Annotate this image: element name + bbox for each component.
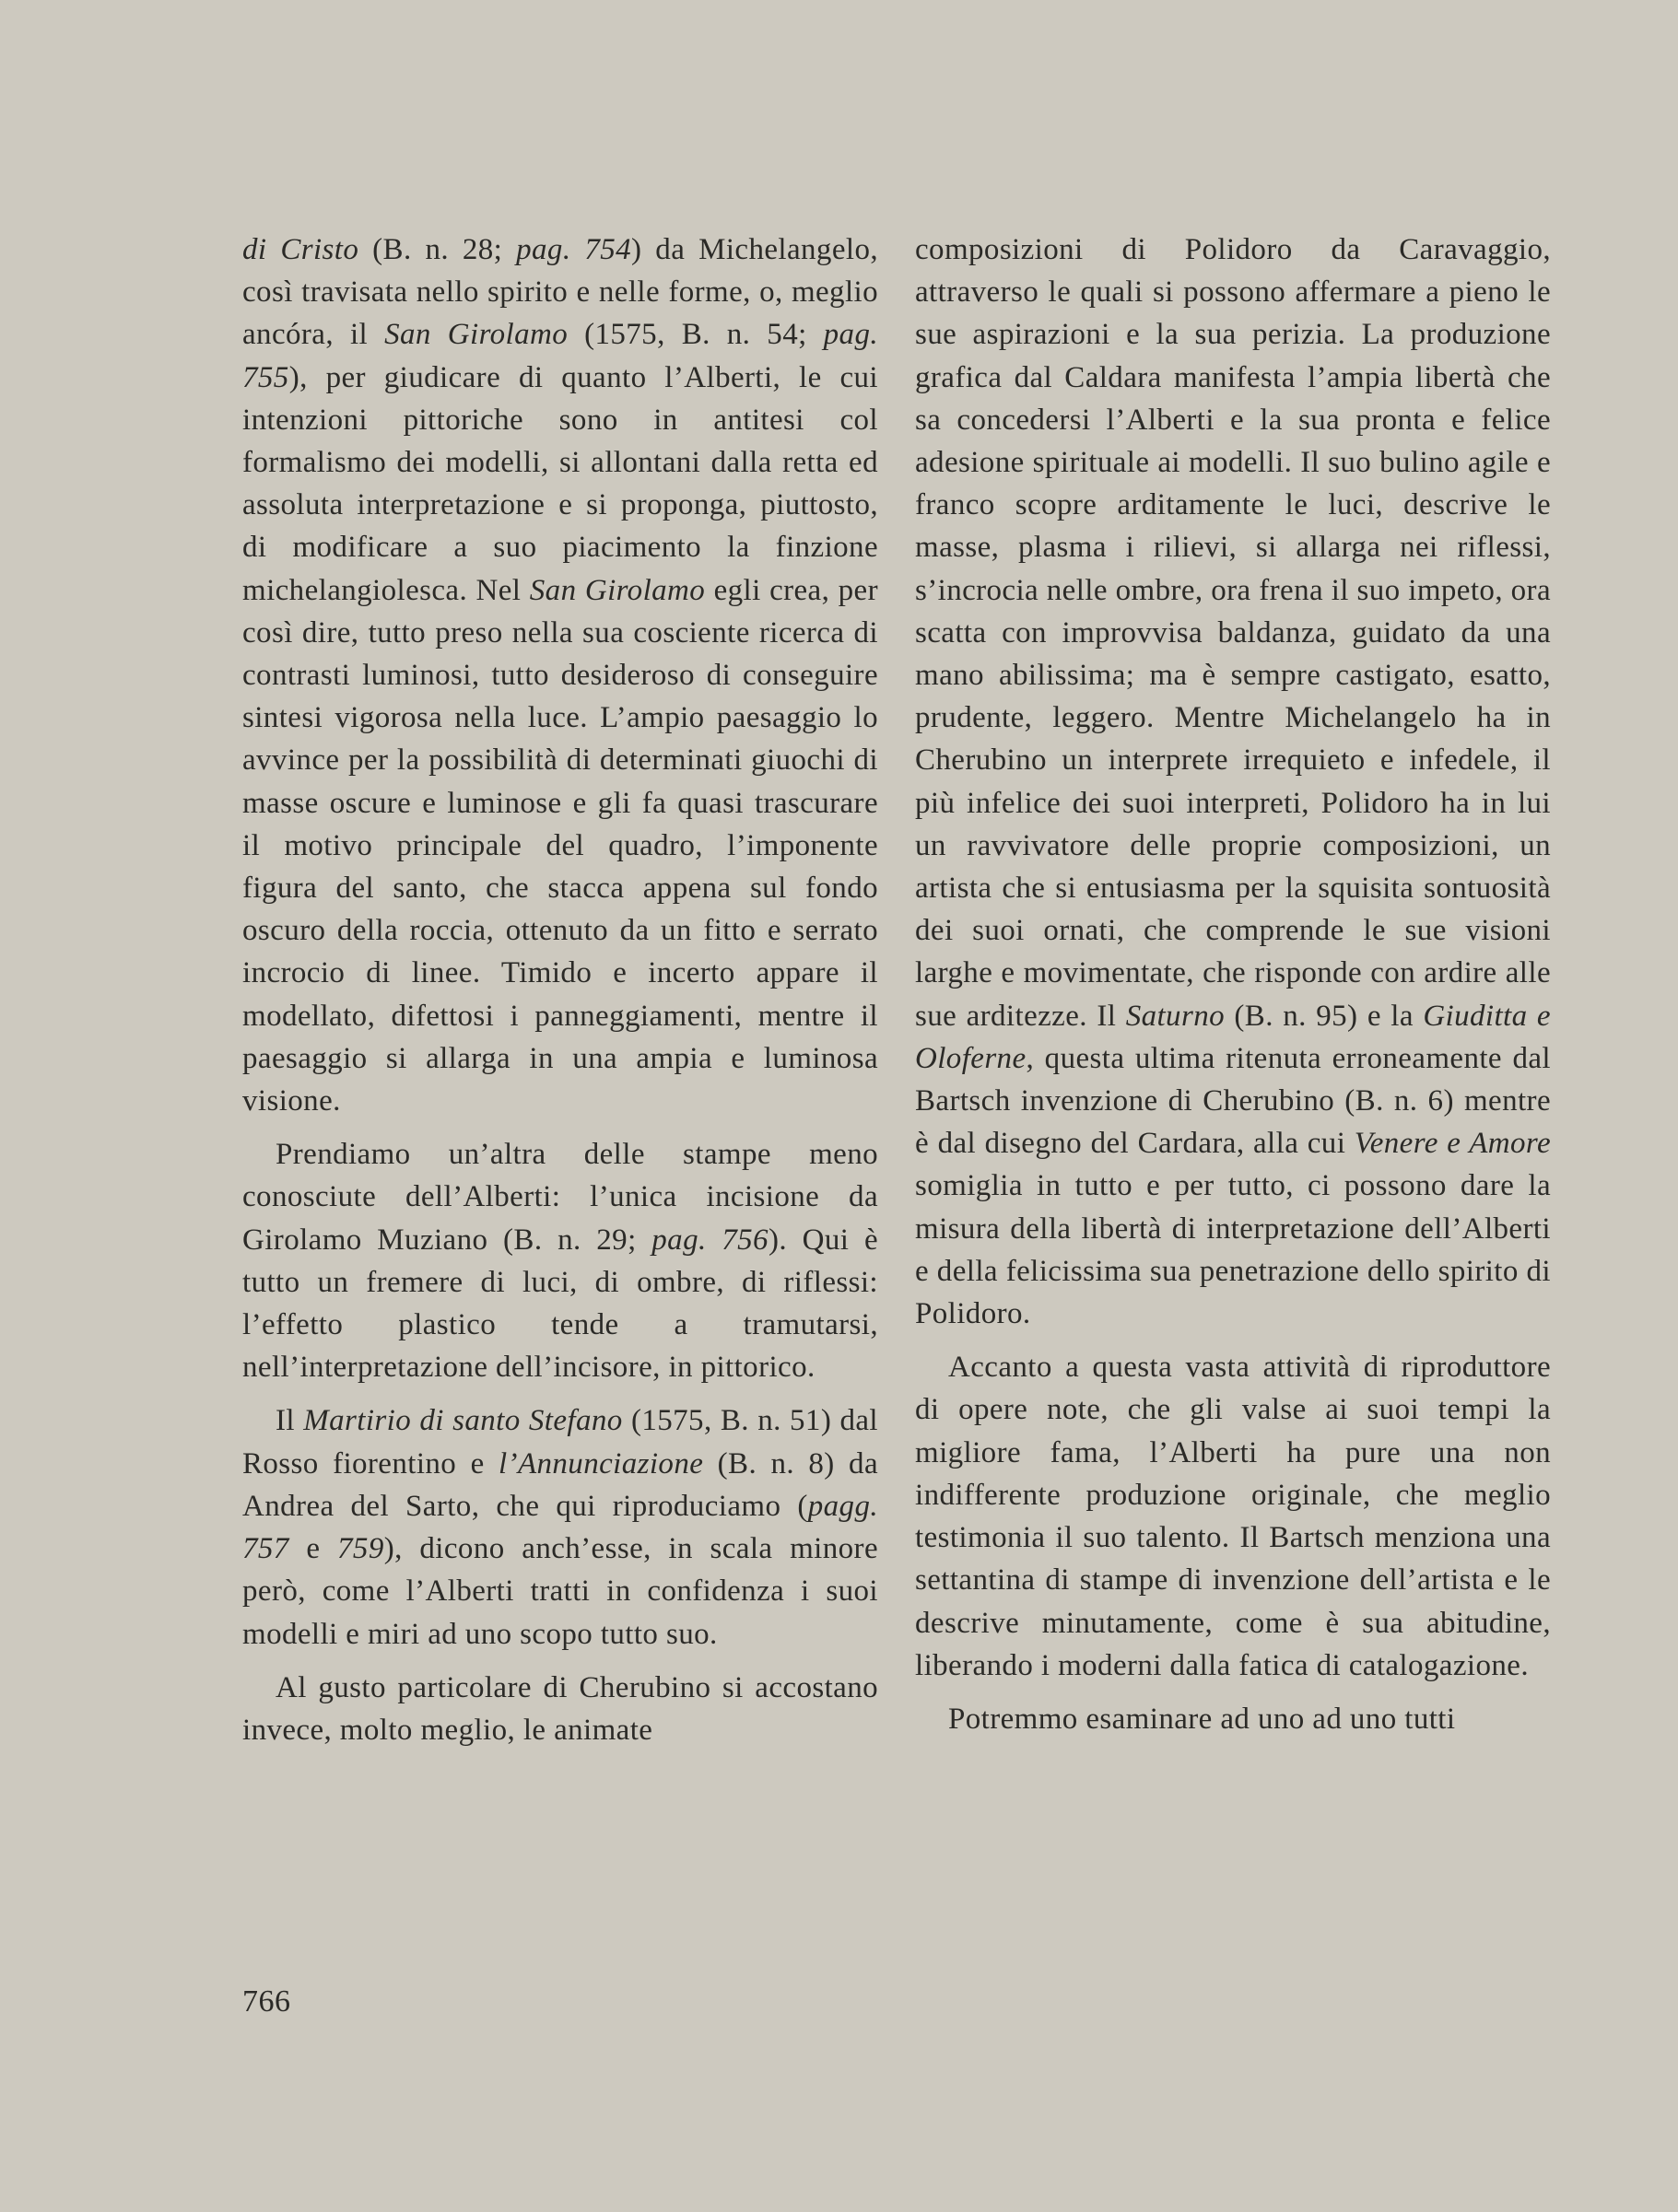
paragraph — [242, 1399, 878, 1655]
text-run: composizioni di Polidoro da Caravaggio, attraverso le quali si possono affermare a pieno le sue aspirazioni e la sua perizia. La produzione grafica dal Caldara manifesta l’ampia libertà che sa concedersi l’Alberti e la sua pronta e felice adesione spirituale ai modelli. Il suo bulino agile e franco scopre arditamente le luci, descrive le masse, plasma i rilievi, si allarga nei riflessi, s’incrocia nelle ombre, ora frena il suo impeto, ora scatta con improvvisa baldanza, guidato da una mano abilissima; ma è sempre castigato, esatto, prudente, leggero. Mentre Michelangelo ha in Cherubino un interprete irrequieto e infedele, il più infelice dei suoi interpreti, Polidoro ha in lui un ravvivatore delle proprie composizioni, un artista che si entusiasma per la squisita sontuosità dei suoi ornati, che comprende le sue visioni larghe e movimentate, che risponde con ardire alle sue arditezze. Il — [915, 233, 1551, 1033]
italic-text: pagg. 757 — [242, 1489, 878, 1566]
text-run: (B. n. 8) da Andrea del Sarto, che qui riproduciamo ( — [242, 1446, 878, 1523]
italic-text: Martirio di santo Stefano — [303, 1404, 623, 1438]
text-run: ), dicono anch’esse, in scala minore però, come l’Alberti tratti in confidenza i suoi modelli e miri ad uno scopo tutto suo. — [242, 1532, 878, 1651]
italic-text: Saturno — [1125, 999, 1225, 1033]
italic-text: San Girolamo — [529, 573, 706, 607]
text-run: (1575, B. n. 51) dal Rosso fiorentino e — [242, 1404, 878, 1481]
italic-text: San Girolamo — [384, 318, 569, 352]
paragraph — [242, 228, 878, 1122]
text-run: somiglia in tutto e per tutto, ci possono dare la misura della libertà di interpretazione dell’Alberti e della felicissima sua penetrazione dello spirito di Polidoro. — [915, 1169, 1551, 1331]
text-run: ). Qui è tutto un fremere di luci, di ombre, di riflessi: l’effetto plastico tende a tramutarsi, nell’interpretazione dell’incisore, in pittorico. — [242, 1223, 879, 1385]
text-run: , questa ultima ritenuta erroneamente dal Bartsch invenzione di Cherubino (B. n. 6) mentre è dal disegno del Cardara, alla cui — [915, 1041, 1551, 1161]
text-run: e — [288, 1532, 338, 1566]
paragraph — [242, 1133, 878, 1388]
italic-text: Giuditta e Oloferne — [915, 999, 1551, 1075]
text-run: Potremmo esaminare ad uno ad uno tutti — [948, 1702, 1456, 1736]
paragraph — [915, 228, 1551, 1335]
right-text-column — [915, 228, 1551, 1740]
text-run: Accanto a questa vasta attività di riproduttore di opere note, che gli valse ai suoi tempi la migliore fama, l’Alberti ha pure una non indifferente produzione originale, che meglio testimonia il suo talento. Il Bartsch menziona una settantina di stampe di invenzione dell’artista e le descrive minutamente, come è sua abitudine, liberando i moderni dalla fatica di catalogazione. — [915, 1351, 1551, 1682]
italic-text: pag. 755 — [242, 318, 879, 394]
text-run: (B. n. 95) e la — [1225, 999, 1424, 1033]
left-text-column — [242, 228, 878, 1751]
text-run: Al gusto particolare di Cherubino si accostano invece, molto meglio, le animate — [242, 1670, 878, 1747]
paragraph — [915, 1698, 1551, 1740]
paragraph — [915, 1346, 1551, 1687]
italic-text: pag. 756 — [651, 1223, 769, 1257]
text-run: egli crea, per così dire, tutto preso nella sua cosciente ricerca di contrasti luminosi, tutto desideroso di conseguire sintesi vigorosa nella luce. L’ampio paesaggio lo avvince per la possibilità di determinati giuochi di masse oscure e luminose e gli fa quasi trascurare il motivo principale del quadro, l’imponente figura del santo, che stacca appena sul fondo oscuro della roccia, ottenuto da un fitto e serrato incrocio di linee. Timido e incerto appare il modellato, difettosi i panneggiamenti, mentre il paesaggio si allarga in una ampia e luminosa visione. — [242, 573, 878, 1118]
page-number: 766 — [242, 1984, 291, 2019]
paragraph — [242, 1667, 878, 1751]
text-run: ), per giudicare di quanto l’Alberti, le cui intenzioni pittoriche sono in antitesi col formalismo dei modelli, si allontani dalla retta ed assoluta interpretazione e si proponga, piuttosto, di modificare a suo piacimento la finzione michelangiolesca. Nel — [242, 360, 878, 607]
italic-text: Venere e Amore — [1354, 1127, 1551, 1161]
text-run: Il — [276, 1404, 304, 1438]
italic-text: 759 — [337, 1532, 384, 1566]
text-run: (1575, B. n. 54; — [568, 318, 824, 352]
text-run: ) da Michelangelo, così travisata nello spirito e nelle forme, o, meglio ancóra, il — [242, 233, 879, 352]
italic-text: di Cristo — [242, 233, 359, 266]
italic-text: l’Annunciazione — [498, 1446, 704, 1481]
italic-text: pag. 754 — [516, 233, 632, 266]
text-run: Prendiamo un’altra delle stampe meno conosciute dell’Alberti: l’unica incisione da Girolamo Muziano (B. n. 29; — [242, 1138, 878, 1257]
text-run: (B. n. 28; — [358, 233, 517, 266]
